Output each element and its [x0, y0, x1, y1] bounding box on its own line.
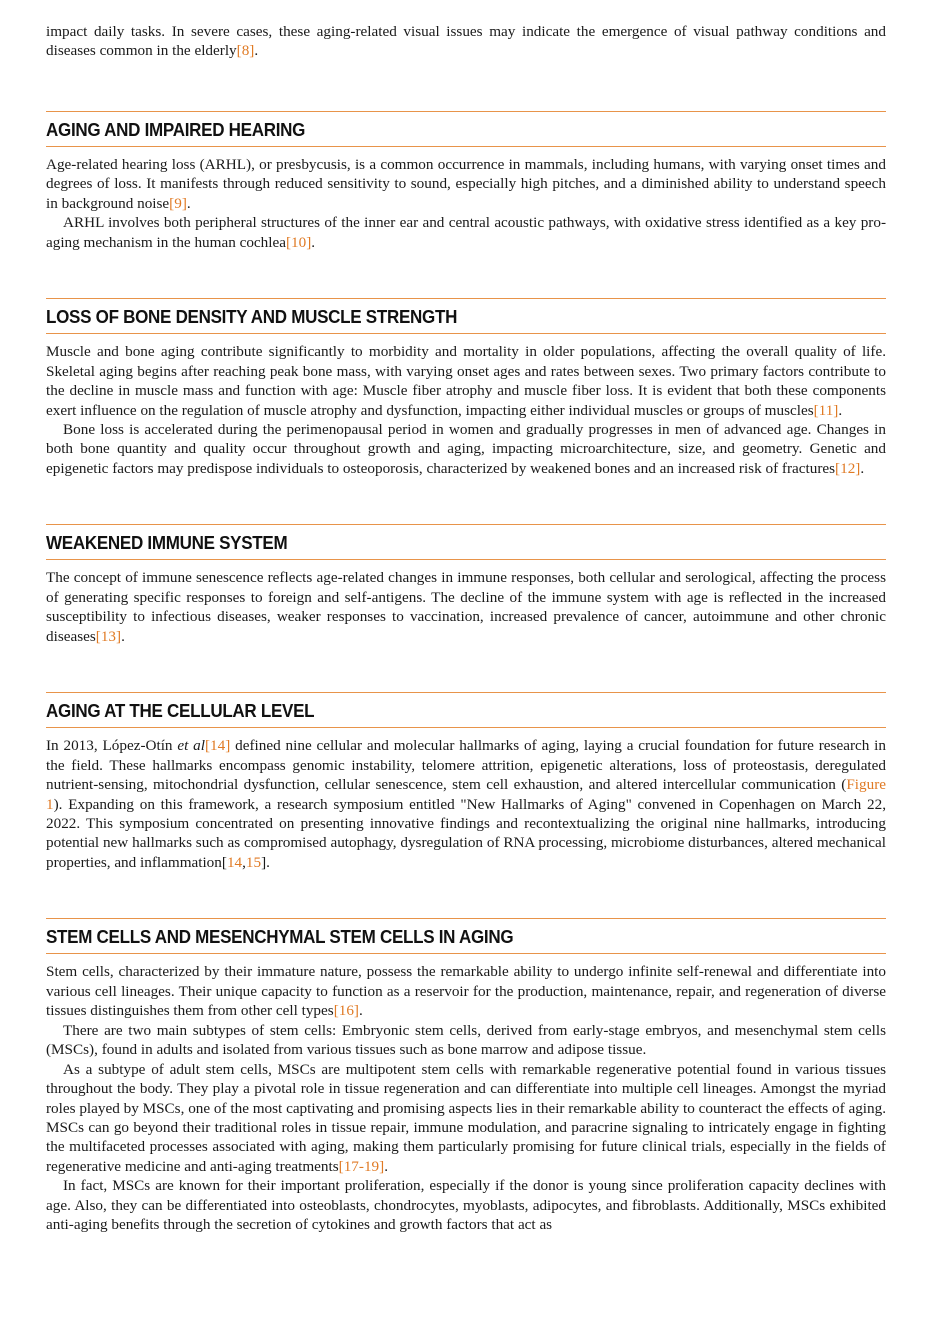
citation-link[interactable]: 14 — [226, 853, 243, 871]
paragraph: In 2013, López-Otín et al[14] defined nine cellular and molecular hallmarks of aging, laying a crucial foundation for future research in the field. These hallmarks encompass genomic instability, telomere attrition, epigenetic alterations, loss of proteostasis, deregulated nutrient-sensing, mitochondrial dysfunction, cellular senescence, stem cell exhaustion, and altered intercellular communication (Figure 1). Expanding on this framework, a research symposium entitled "New Hallmarks of Aging" convened in Copenhagen on March 22, 2022. This symposium concentrated on presenting innovative findings and recontextualizing the original nine hallmarks, introducing potential new hallmarks such as compromised autophagy, dysregulation of RNA processing, microbiome disturbances, altered mechanical properties, and inflammation[14,15]. — [46, 737, 886, 871]
citation-link[interactable]: [11] — [813, 401, 839, 419]
section-title: STEM CELLS AND MESENCHYMAL STEM CELLS IN AGING — [46, 926, 514, 948]
article-page — [46, 22, 886, 1235]
section-title: AGING AT THE CELLULAR LEVEL — [46, 700, 315, 722]
paragraph: As a subtype of adult stem cells, MSCs are multipotent stem cells with remarkable regenerative potential found in various tissues throughout the body. They play a pivotal role in tissue regeneration and can differentiate into multiple cell lineages. Amongst the myriad roles played by MSCs, one of the most captivating and promising aspects lies in their remarkable ability to counteract the effects of aging. MSCs can go beyond their traditional roles in tissue repair, immune modulation, and paracrine signaling to intricately engage in fighting the multifaceted processes associated with aging, making them particularly promising for future clinical trials, especially in the fields of regenerative medicine and anti-aging treatments[17-19]. — [46, 1060, 886, 1175]
paragraph: Muscle and bone aging contribute significantly to morbidity and mortality in older populations, affecting the overall quality of life. Skeletal aging begins after reaching peak bone mass, with varying onset ages and rates between sexes. Two primary factors contribute to the decline in muscle mass and function with age: Muscle fiber atrophy and muscle fiber loss. It is evident that both these components exert influence on the regulation of muscle atrophy and dysfunction, impacting either individual muscles or groups of muscles[11]. — [46, 343, 886, 419]
paragraph: Bone loss is accelerated during the perimenopausal period in women and gradually progresses in men of advanced age. Changes in both bone quantity and quality occur throughout growth and aging, impacting microarchitecture, size, and geometry. Genetic and epigenetic factors may predispose individuals to osteoporosis, characterized by weakened bones and an increased risk of fractures[12]. — [46, 420, 886, 477]
citation-link[interactable]: 15 — [245, 853, 262, 871]
citation-link[interactable]: [9] — [169, 194, 187, 212]
citation-link[interactable]: [14] — [205, 737, 231, 755]
section-rule — [46, 953, 886, 954]
paragraph-end: . — [254, 42, 259, 60]
citation-link[interactable]: [10] — [285, 233, 312, 251]
citation-link[interactable]: [13] — [95, 627, 122, 645]
section-stem-cells — [46, 918, 886, 1234]
intro-paragraph — [46, 22, 886, 61]
section-title: LOSS OF BONE DENSITY AND MUSCLE STRENGTH — [46, 306, 458, 328]
figure-link[interactable]: Figure 1 — [46, 776, 886, 813]
section-title: WEAKENED IMMUNE SYSTEM — [46, 532, 288, 554]
citation-link[interactable]: [12] — [835, 459, 861, 477]
section-title: AGING AND IMPAIRED HEARING — [46, 118, 306, 140]
section-immune-system — [46, 524, 886, 646]
paragraph: In fact, MSCs are known for their important proliferation, especially if the donor is young since proliferation capacity declines with age. Also, they can be differentiated into osteoblasts, chondrocytes, myoblasts, adipocytes, and fibroblasts. Additionally, MSCs exhibited anti-aging benefits through the secretion of cytokines and growth factors that act as — [46, 1177, 886, 1234]
section-rule — [46, 333, 886, 334]
paragraph: ARHL involves both peripheral structures of the inner ear and central acoustic pathways, with oxidative stress identified as a key pro-aging mechanism in the human cochlea[10]. — [46, 214, 886, 251]
paragraph: Age-related hearing loss (ARHL), or presbycusis, is a common occurrence in mammals, including humans, with varying onset times and degrees of loss. It manifests through reduced sensitivity to sound, especially high pitches, and a diminished ability to understand speech in background noise[9]. — [46, 155, 886, 212]
section-aging-hearing — [46, 111, 886, 252]
section-rule — [46, 727, 886, 728]
citation-link[interactable]: [16] — [333, 1002, 359, 1020]
section-rule — [46, 559, 886, 560]
paragraph-text: impact daily tasks. In severe cases, these aging-related visual issues may indicate the emergence of visual pathway conditions and diseases common in the elderly — [46, 23, 886, 60]
section-rule — [46, 146, 886, 147]
paragraph: There are two main subtypes of stem cells: Embryonic stem cells, derived from early-stage embryos, and mesenchymal stem cells (MSCs), found in adults and isolated from various tissues such as bone marrow and adipose tissue. — [46, 1021, 886, 1059]
citation-link[interactable]: [8] — [236, 42, 255, 60]
citation-link[interactable]: [17-19] — [338, 1157, 385, 1175]
section-cellular-level — [46, 692, 886, 872]
paragraph: Stem cells, characterized by their immature nature, possess the remarkable ability to undergo infinite self-renewal and differentiate into various cell lineages. Their unique capacity to function as a reservoir for the production, maintenance, repair, and regeneration of diverse tissues distinguishes them from other cell types[16]. — [46, 963, 886, 1020]
section-bone-muscle — [46, 298, 886, 478]
et-al: et al — [177, 737, 205, 755]
paragraph: The concept of immune senescence reflects age-related changes in immune responses, both cellular and serological, affecting the process of generating specific responses to foreign and self-antigens. The decline of the immune system with age is reflected in the increased susceptibility to infectious diseases, weaker responses to vaccination, increased prevalence of cancer, autoimmune and other chronic diseases[13]. — [46, 569, 886, 645]
